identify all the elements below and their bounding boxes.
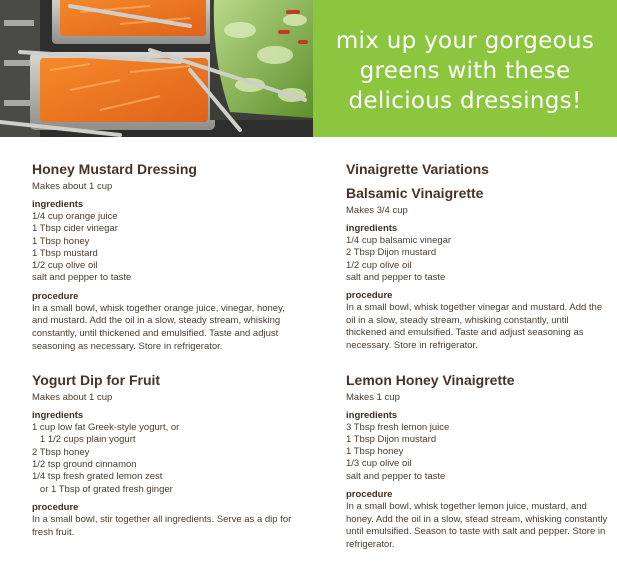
banner bbox=[313, 0, 617, 137]
section-title: Vinaigrette Variations bbox=[346, 161, 489, 177]
procedure-text: In a small bowl, whisk together orange juice, vinegar, honey, and mustard. Add the oil in a slow, steady stream, whisking constantly, until thickened and emulsified. Taste and adjust seasoning as necessary. Store in refrigerator. bbox=[32, 302, 285, 352]
right-column bbox=[346, 160, 611, 551]
procedure-label: procedure bbox=[346, 489, 393, 501]
ingredient-item: salt and pepper to taste bbox=[32, 272, 132, 284]
ingredient-item: or 1 Tbsp of grated fresh ginger bbox=[32, 483, 173, 495]
recipe-title: Yogurt Dip for Fruit bbox=[32, 372, 161, 389]
ingredients-label: ingredients bbox=[346, 223, 398, 234]
procedure-label: procedure bbox=[32, 290, 79, 302]
ingredient-item: 3 Tbsp fresh lemon juice bbox=[346, 421, 450, 433]
ingredient-item: 1 cup low fat Greek-style yogurt, or bbox=[32, 422, 180, 434]
procedure-label: procedure bbox=[32, 501, 79, 513]
ingredient-item: 1 Tbsp mustard bbox=[32, 247, 98, 259]
procedure-text: In a small bowl, whisk together vinegar and mustard. Add the oil in a slow, steady stream, whisking constantly, until thickened and emulsified. Taste and adjust seasoning as necessary. Store in refrigerator. bbox=[346, 302, 603, 351]
recipe-honey-mustard bbox=[32, 160, 300, 353]
ingredient-item: 1 Tbsp Dijon mustard bbox=[346, 433, 437, 445]
ingredient-item: salt and pepper to taste bbox=[346, 271, 446, 283]
recipe-yield: Makes about 1 cup bbox=[32, 181, 113, 192]
ingredient-item: 1/4 cup balsamic vinegar bbox=[346, 235, 452, 246]
ingredients-list bbox=[346, 235, 611, 284]
ingredients-label: ingredients bbox=[346, 409, 398, 421]
ingredients-label: ingredients bbox=[32, 199, 84, 210]
ingredient-item: 1 Tbsp honey bbox=[346, 446, 404, 458]
ingredient-item: 2 Tbsp Dijon mustard bbox=[346, 247, 437, 259]
recipe-yield: Makes 1 cup bbox=[346, 391, 400, 403]
recipe-lemon-honey bbox=[346, 371, 611, 552]
recipe-yield: Makes 3/4 cup bbox=[346, 205, 408, 216]
ingredient-item: 1/2 tsp ground cinnamon bbox=[32, 459, 137, 471]
ingredient-item: 1/4 tsp fresh grated lemon zest bbox=[32, 471, 163, 483]
recipe-title: Lemon Honey Vinaigrette bbox=[346, 371, 515, 388]
ingredients-list bbox=[32, 211, 300, 285]
recipe-title: Balsamic Vinaigrette bbox=[346, 185, 484, 201]
ingredient-item: 1/4 cup orange juice bbox=[32, 211, 118, 222]
recipe-title: Honey Mustard Dressing bbox=[32, 161, 197, 177]
ingredient-item: 1 Tbsp honey bbox=[32, 235, 90, 247]
procedure-text: In a small bowl, whisk together lemon juice, mustard, and honey. Add the oil in a slow, stead stream, whisking constantly until emulsified. Season to taste with salt and pepper. Store in refrigerator. bbox=[346, 501, 608, 550]
recipe-balsamic bbox=[346, 184, 611, 353]
procedure-label: procedure bbox=[346, 290, 393, 302]
recipe-yield: Makes about 1 cup bbox=[32, 392, 113, 404]
ingredients-list bbox=[32, 422, 300, 496]
salad-bar-photo bbox=[0, 0, 313, 137]
ingredient-item: 1/2 cup olive oil bbox=[32, 260, 98, 272]
banner-headline: mix up your gorgeous greens with these delicious dressings! bbox=[335, 27, 595, 114]
procedure-text: In a small bowl, stir together all ingredients. Serve as a dip for fresh fruit. bbox=[32, 513, 292, 538]
left-column bbox=[32, 160, 300, 539]
ingredients-list bbox=[346, 422, 611, 483]
ingredients-label: ingredients bbox=[32, 410, 84, 422]
salad-bar-illustration bbox=[0, 0, 313, 137]
ingredient-item: 2 Tbsp honey bbox=[32, 446, 90, 458]
ingredient-item: 1/3 cup olive oil bbox=[346, 458, 412, 470]
ingredient-item: 1/2 cup olive oil bbox=[346, 259, 412, 271]
ingredient-item: 1 Tbsp cider vinegar bbox=[32, 223, 118, 235]
recipe-yogurt-dip bbox=[32, 371, 300, 539]
ingredient-item: salt and pepper to taste bbox=[346, 470, 446, 482]
ingredient-item: 1 1/2 cups plain yogurt bbox=[32, 434, 136, 446]
